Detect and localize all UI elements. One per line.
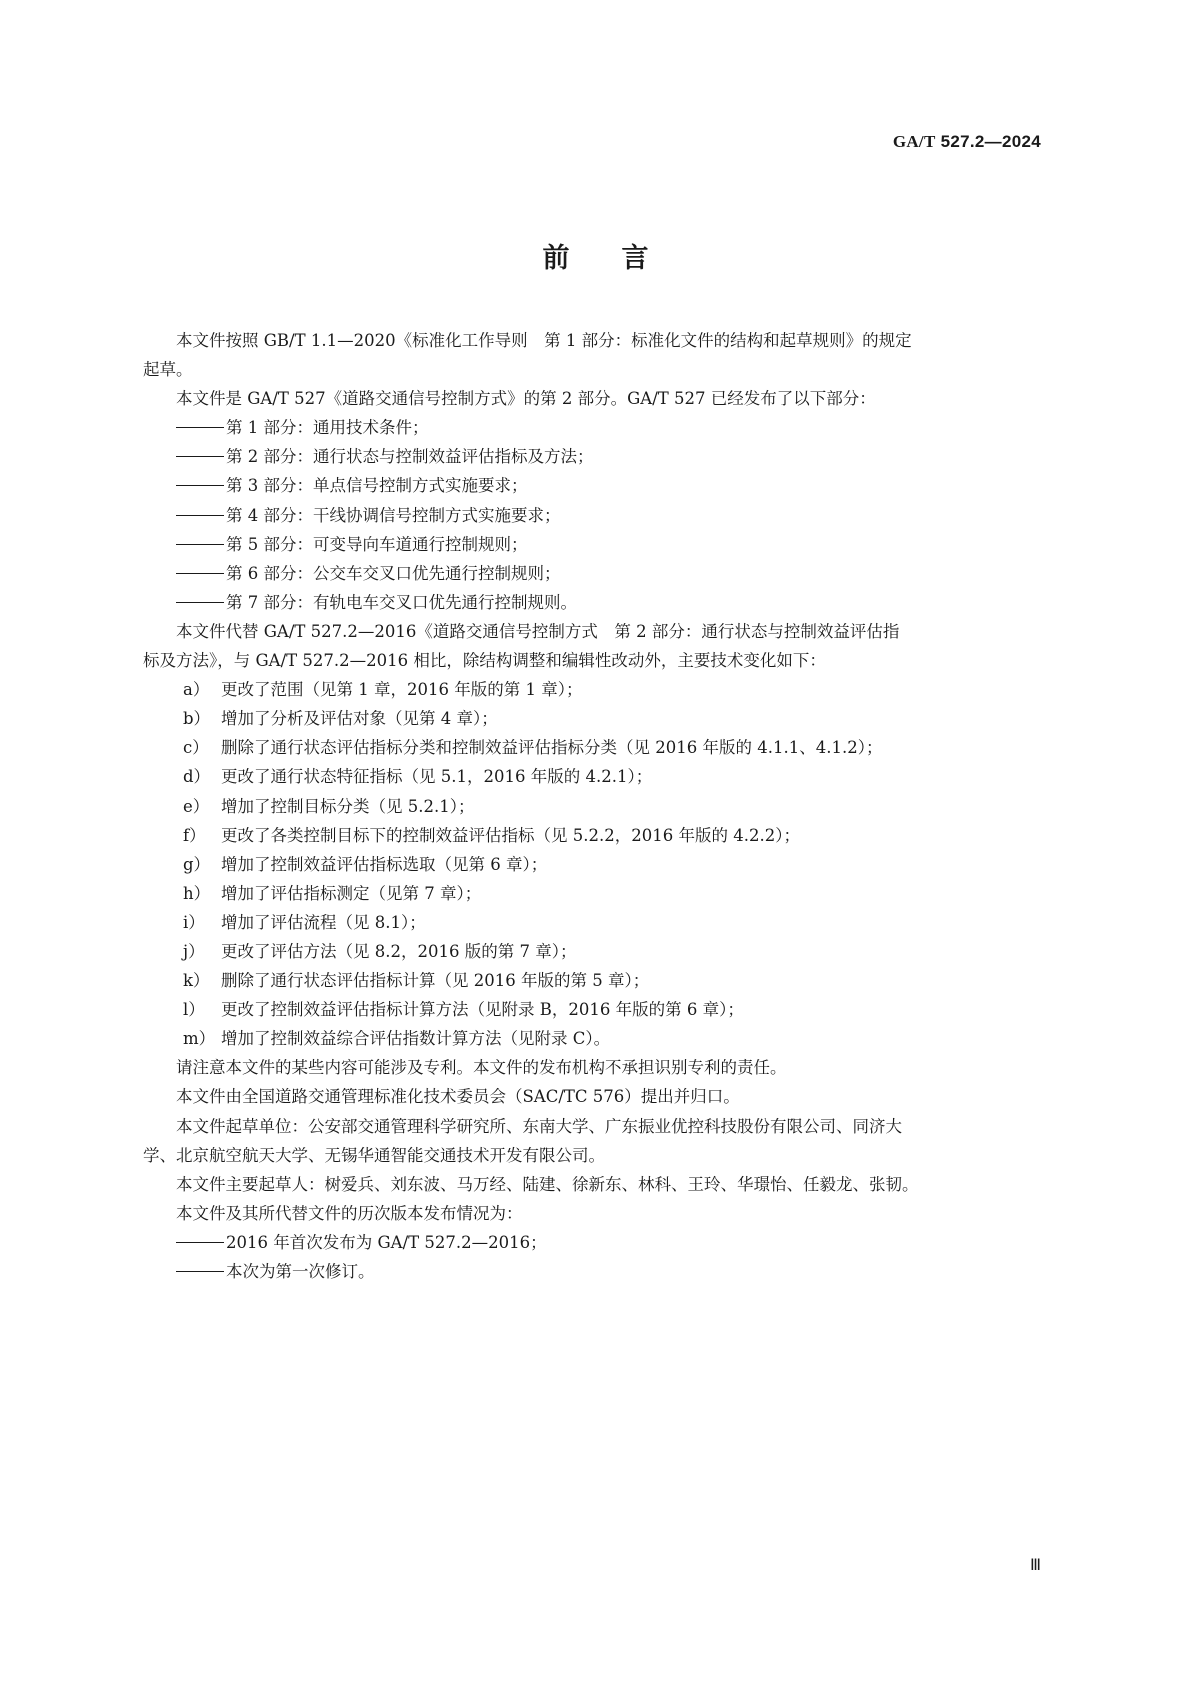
foreword-body <box>143 326 1063 1286</box>
paragraph-drafting-units: 本文件起草单位：公安部交通管理科学研究所、东南大学、广东振业优控科技股份有限公司、同济大 <box>176 1116 902 1136</box>
list-item-change: h） 增加了评估指标测定（见第 7 章）； <box>183 883 482 903</box>
list-item-part: 第 5 部分：可变导向车道通行控制规则； <box>143 530 1063 559</box>
dash-marker <box>176 602 224 603</box>
dash-marker <box>176 1271 224 1272</box>
dash-marker <box>176 427 224 428</box>
list-item-history: 本次为第一次修订。 <box>143 1257 1063 1286</box>
paragraph-replaces: 本文件代替 GA/T 527.2—2016《道路交通信号控制方式 第 2 部分：通行状态与控制效益评估指 <box>176 621 900 641</box>
paragraph-drafting-rules-cont: 起草。 <box>143 360 193 380</box>
document-code-prefix: GA/T <box>892 132 936 151</box>
list-item-change: f） 更改了各类控制目标下的控制效益评估指标（见 5.2.2，2016 年版的 4.2.2）； <box>183 825 800 845</box>
paragraph-proposer: 本文件由全国道路交通管理标准化技术委员会（SAC/TC 576）提出并归口。 <box>176 1087 740 1107</box>
list-item-change: b） 增加了分析及评估对象（见第 4 章）； <box>183 709 498 729</box>
dash-marker <box>176 573 224 574</box>
paragraph-drafting-units-cont: 学、北京航空航天大学、无锡华通智能交通技术开发有限公司。 <box>143 1145 605 1165</box>
list-item-change: a） 更改了范围（见第 1 章，2016 年版的第 1 章）； <box>183 680 583 700</box>
list-item-part: 第 3 部分：单点信号控制方式实施要求； <box>143 471 1063 500</box>
list-item-change: k） 删除了通行状态评估指标计算（见 2016 年版的第 5 章）； <box>183 971 650 991</box>
list-item-change: g） 增加了控制效益评估指标选取（见第 6 章）； <box>183 854 548 874</box>
dash-marker <box>176 1242 224 1243</box>
list-item-history: 2016 年首次发布为 GA/T 527.2—2016； <box>143 1228 1063 1257</box>
paragraph-drafting-rules: 本文件按照 GB/T 1.1—2020《标准化工作导则 第 1 部分：标准化文件的结构和起草规则》的规定 <box>176 331 912 350</box>
list-item-change: c） 删除了通行状态评估指标分类和控制效益评估指标分类（见 2016 年版的 4.1.1、4.1.2）； <box>183 738 883 758</box>
dash-marker <box>176 485 224 486</box>
list-item-change: j） 更改了评估方法（见 8.2，2016 版的第 7 章）； <box>183 941 577 961</box>
paragraph-history-intro: 本文件及其所代替文件的历次版本发布情况为： <box>176 1203 523 1223</box>
list-item-change: m） 增加了控制效益综合评估指数计算方法（见附录 C）。 <box>183 1029 611 1049</box>
document-code <box>893 132 1041 152</box>
list-item-change: i） 增加了评估流程（见 8.1）； <box>183 912 426 932</box>
list-item-part: 第 4 部分：干线协调信号控制方式实施要求； <box>143 501 1063 530</box>
document-code-number: 527.2—2024 <box>940 132 1041 151</box>
dash-marker <box>176 456 224 457</box>
list-item-change: l） 更改了控制效益评估指标计算方法（见附录 B，2016 年版的第 6 章）； <box>183 1000 744 1020</box>
page-title: 前言 <box>542 243 701 274</box>
changes-list <box>143 675 1063 1053</box>
list-item-change: e） 增加了控制目标分类（见 5.2.1）； <box>183 796 475 816</box>
paragraph-series-intro: 本文件是 GA/T 527《道路交通信号控制方式》的第 2 部分。GA/T 527 已经发布了以下部分： <box>176 389 876 409</box>
dash-marker <box>176 515 224 516</box>
paragraph-patent-notice: 请注意本文件的某些内容可能涉及专利。本文件的发布机构不承担识别专利的责任。 <box>176 1058 787 1078</box>
parts-list <box>143 413 1063 617</box>
paragraph-drafters: 本文件主要起草人：树爱兵、刘东波、马万经、陆建、徐新东、林科、王玲、华璟怡、任毅龙、张韧。 <box>176 1174 919 1194</box>
list-item-part: 第 7 部分：有轨电车交叉口优先通行控制规则。 <box>143 588 1063 617</box>
dash-marker <box>176 544 224 545</box>
list-item-part: 第 1 部分：通用技术条件； <box>143 413 1063 442</box>
page-number: Ⅲ <box>1030 1557 1041 1574</box>
paragraph-replaces-cont: 标及方法》，与 GA/T 527.2—2016 相比，除结构调整和编辑性改动外，主要技术变化如下： <box>143 651 826 671</box>
history-list <box>143 1228 1063 1286</box>
list-item-part: 第 2 部分：通行状态与控制效益评估指标及方法； <box>143 442 1063 471</box>
list-item-part: 第 6 部分：公交车交叉口优先通行控制规则； <box>143 559 1063 588</box>
list-item-change: d） 更改了通行状态特征指标（见 5.1，2016 年版的 4.2.1）； <box>183 767 653 787</box>
